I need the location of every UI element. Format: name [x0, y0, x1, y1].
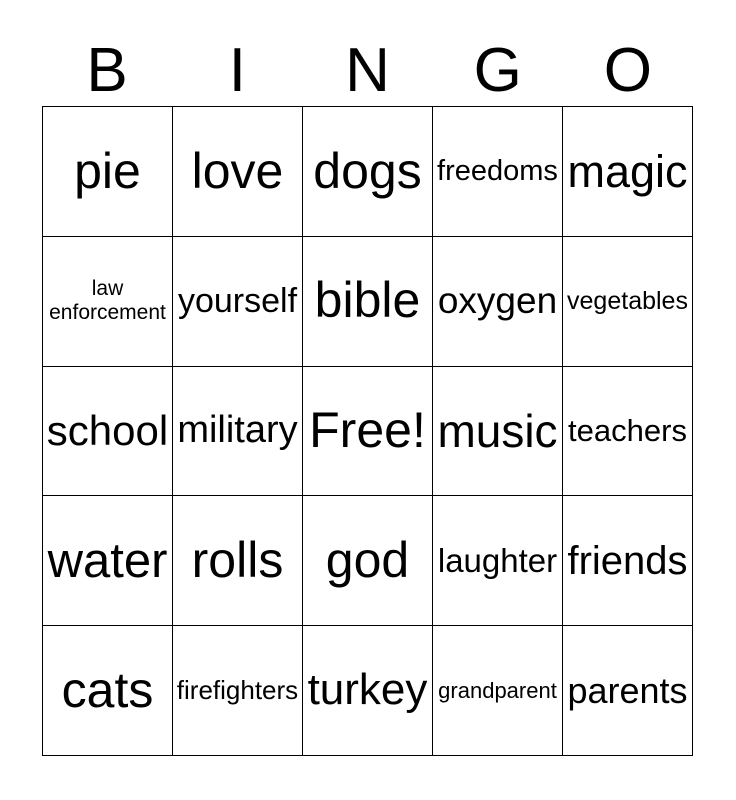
bingo-cell[interactable] — [43, 237, 173, 367]
bingo-cell[interactable] — [303, 626, 433, 756]
bingo-letter: O — [603, 36, 653, 105]
bingo-cell-label: magic — [567, 145, 688, 197]
bingo-cell-label: rolls — [191, 532, 284, 589]
bingo-cell[interactable] — [563, 626, 693, 756]
bingo-cell[interactable] — [433, 237, 563, 367]
bingo-title — [42, 36, 693, 105]
bingo-cell[interactable] — [303, 496, 433, 626]
bingo-cell[interactable] — [173, 496, 303, 626]
bingo-cell-label: pie — [74, 142, 141, 199]
bingo-cell[interactable] — [173, 237, 303, 367]
bingo-cell[interactable] — [303, 107, 433, 237]
bingo-cell-label: firefighters — [176, 674, 299, 705]
bingo-cell[interactable] — [173, 367, 303, 497]
bingo-cell-free[interactable] — [303, 367, 433, 497]
bingo-cell[interactable] — [433, 626, 563, 756]
bingo-cell-label: water — [47, 533, 168, 588]
bingo-cell-label: Free! — [309, 402, 426, 459]
bingo-cell-label: bible — [314, 272, 421, 329]
bingo-cell-label: turkey — [307, 665, 428, 715]
bingo-cell-label: music — [437, 404, 558, 457]
bingo-letter: I — [228, 36, 246, 105]
bingo-cell-label: military — [177, 409, 298, 452]
bingo-cell-label: laughter — [437, 541, 558, 579]
bingo-cell[interactable] — [173, 107, 303, 237]
bingo-cell-label: oxygen — [437, 279, 558, 321]
bingo-cell[interactable] — [43, 107, 173, 237]
bingo-cell-label: cats — [61, 661, 154, 718]
bingo-cell-label: freedoms — [437, 154, 558, 187]
bingo-grid — [42, 106, 693, 756]
bingo-cell-label: parents — [567, 669, 688, 711]
bingo-cell[interactable] — [173, 626, 303, 756]
bingo-cell[interactable] — [433, 367, 563, 497]
bingo-cell-label: vegetables — [567, 286, 688, 315]
bingo-cell-label: grandparent — [438, 677, 557, 703]
bingo-cell[interactable] — [563, 496, 693, 626]
bingo-cell[interactable] — [563, 367, 693, 497]
bingo-cell-label: teachers — [568, 413, 687, 449]
bingo-cell[interactable] — [303, 237, 433, 367]
bingo-cell-label: friends — [567, 538, 688, 583]
bingo-cell[interactable] — [433, 496, 563, 626]
bingo-letter: B — [86, 36, 128, 105]
bingo-cell[interactable] — [43, 626, 173, 756]
bingo-cell[interactable] — [43, 367, 173, 497]
bingo-cell-label: yourself — [177, 281, 298, 320]
bingo-letter: N — [345, 36, 390, 105]
bingo-letter: G — [473, 36, 522, 105]
bingo-cell[interactable] — [563, 107, 693, 237]
bingo-cell-label: dogs — [313, 142, 422, 199]
bingo-cell[interactable] — [433, 107, 563, 237]
bingo-cell[interactable] — [43, 496, 173, 626]
bingo-cell-label: school — [46, 406, 169, 454]
bingo-cell-label: law enforcement — [49, 277, 166, 325]
bingo-cell-label: god — [325, 532, 410, 589]
bingo-cell-label: love — [191, 142, 284, 199]
bingo-cell[interactable] — [563, 237, 693, 367]
